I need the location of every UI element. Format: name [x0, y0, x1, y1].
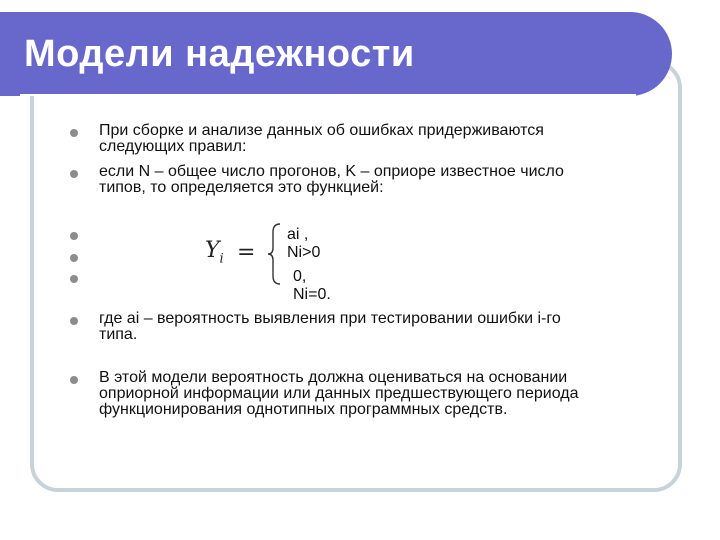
bullet-dot: [70, 275, 78, 283]
formula-lhs-subscript: i: [219, 251, 224, 267]
formula-brace: [266, 222, 282, 286]
bullet-text: [99, 164, 659, 196]
bullet-dot: [70, 232, 78, 240]
slide-title: Модели надежности: [24, 33, 415, 75]
bullet-text: [99, 370, 659, 418]
formula-lhs-symbol: Y: [205, 238, 220, 263]
bullet-dot: [70, 376, 78, 384]
text-line: типа.: [99, 326, 138, 343]
text-line: При сборке и анализе данных об ошибках придерживаются: [99, 122, 544, 139]
text-line: оприорной информации или данных предшествующего периода: [99, 385, 579, 402]
bullet-dot: [70, 254, 78, 262]
formula-case-2: 0, Ni=0.: [293, 268, 331, 303]
formula-equals: =: [237, 240, 256, 265]
text-line: если N – общее число прогонов, K – оприоре известное число: [99, 163, 564, 180]
bullet-text: [99, 311, 659, 343]
bullet-dot: [70, 129, 78, 137]
text-line: следующих правил:: [99, 138, 247, 155]
text-line: В этой модели вероятность должна оцениваться на основании: [99, 369, 568, 386]
text-line: где ai – вероятность выявления при тестировании ошибки i-го: [99, 310, 561, 327]
formula-lhs: [205, 238, 224, 266]
bullet-dot: [70, 170, 78, 178]
formula-case-1: ai , Ni>0: [287, 226, 321, 261]
text-line: типов, то определяется это функцией:: [99, 179, 384, 196]
bullet-text: [99, 123, 659, 155]
text-line: функционирования однотипных программных средств.: [99, 401, 508, 418]
bullet-dot: [70, 317, 78, 325]
